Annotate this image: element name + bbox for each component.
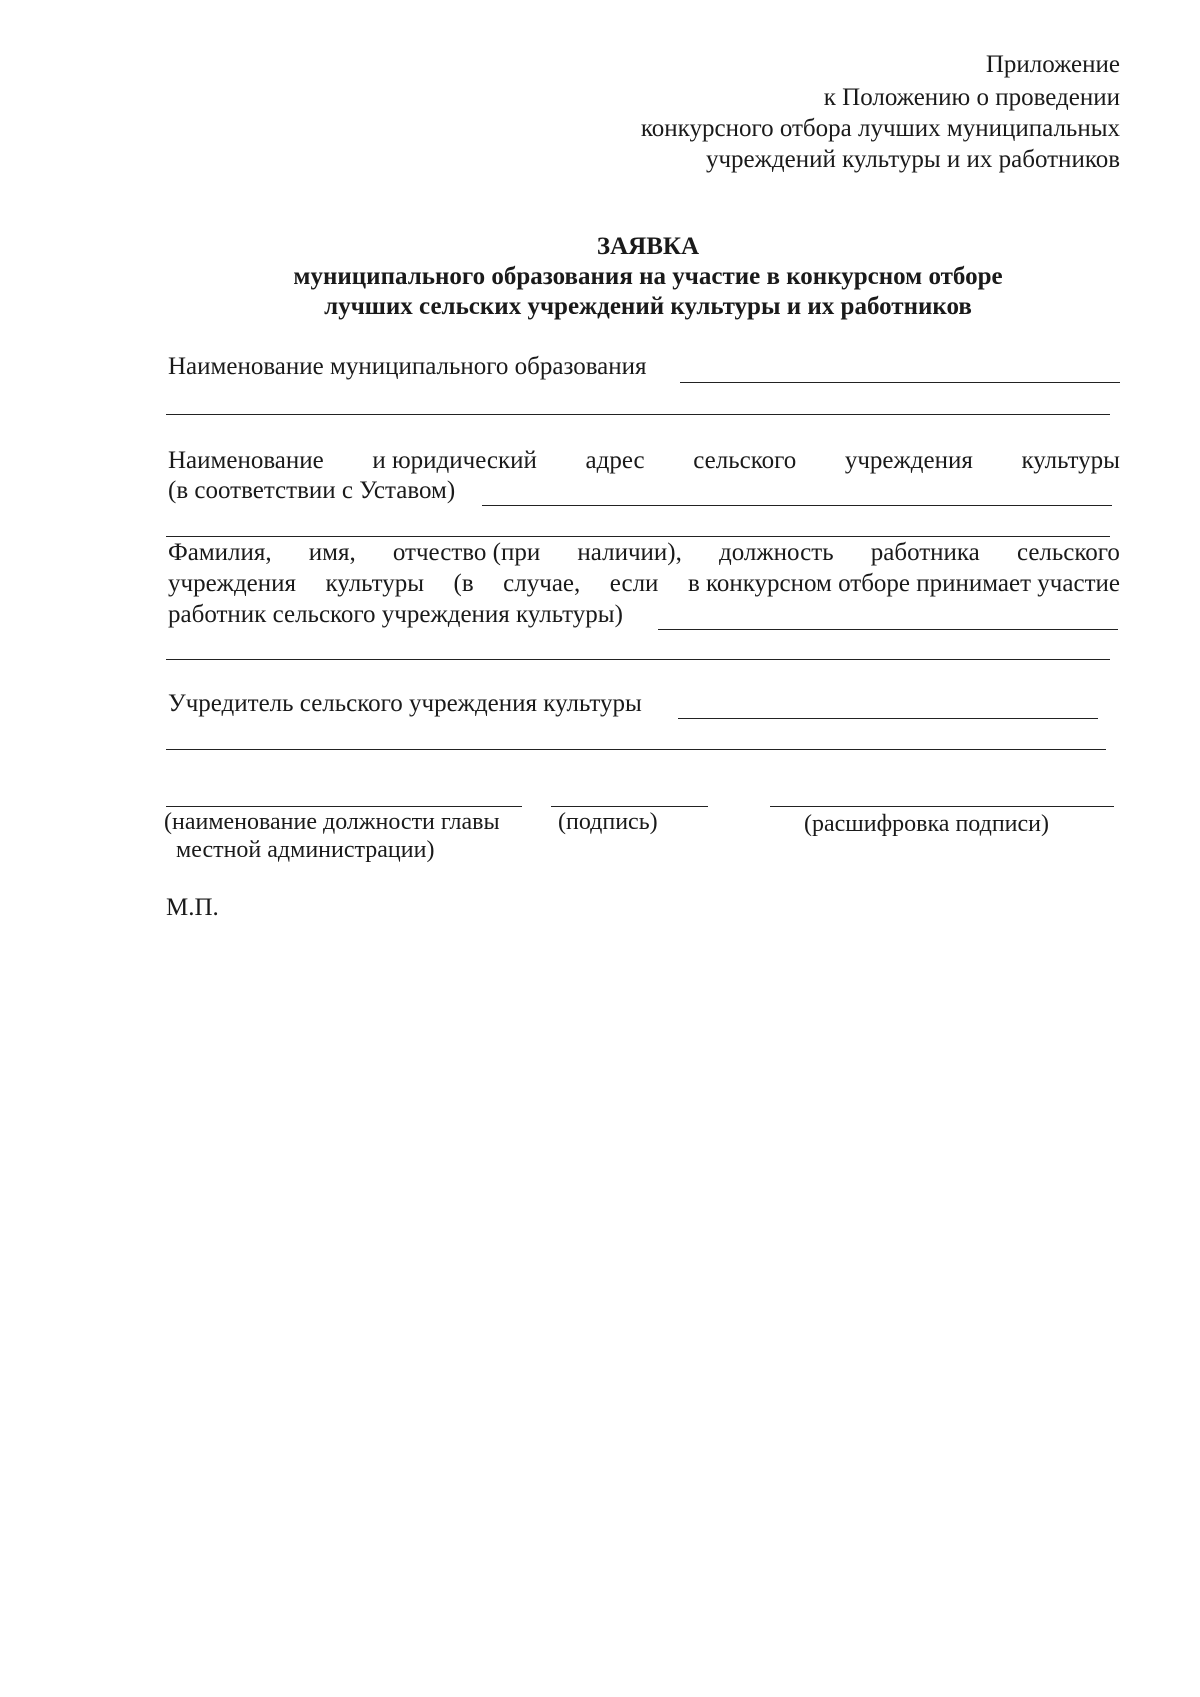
signature-line[interactable]	[551, 806, 708, 807]
document-subtitle-1: муниципального образования на участие в конкурсном отборе	[293, 263, 1003, 290]
employee-label-word: сельского	[1016, 539, 1120, 566]
employee-label-word: наличии),	[577, 539, 682, 566]
institution-label-word: Наименование	[168, 447, 324, 474]
employee-label-word: имя,	[308, 539, 356, 566]
institution-label-word: культуры	[1021, 447, 1120, 474]
appendix-line-2: к Положению о проведении	[823, 84, 1120, 111]
position-signature-line[interactable]	[166, 806, 522, 807]
stamp-place: М.П.	[166, 894, 219, 921]
institution-fill-line[interactable]	[482, 505, 1112, 506]
employee-label-word: (в	[453, 570, 474, 597]
institution-label-word: и юридический	[372, 447, 537, 474]
institution-fill-line-2[interactable]	[166, 536, 1110, 537]
appendix-line-1: Приложение	[985, 51, 1120, 78]
employee-label	[168, 538, 1120, 568]
founder-fill-line[interactable]	[678, 718, 1098, 719]
employee-label-word: отчество (при	[392, 539, 541, 566]
founder-label: Учредитель сельского учреждения культуры	[168, 690, 642, 717]
employee-fill-line-2[interactable]	[166, 659, 1110, 660]
founder-fill-line-2[interactable]	[166, 749, 1106, 750]
institution-label	[168, 446, 1120, 476]
signature-caption: (подпись)	[558, 809, 658, 835]
municipality-fill-line-2[interactable]	[166, 414, 1110, 415]
employee-label-word: должность	[719, 539, 834, 566]
position-caption-1: (наименование должности главы	[164, 809, 500, 835]
institution-label-line-2: (в соответствии с Уставом)	[168, 477, 456, 504]
employee-label-word: в конкурсном отборе принимает участие	[687, 570, 1120, 597]
employee-label-word: если	[609, 570, 659, 597]
decoding-caption: (расшифровка подписи)	[804, 811, 1049, 837]
signature-decoding-line[interactable]	[770, 806, 1114, 807]
employee-label-line-2	[168, 569, 1120, 599]
employee-label-word: работника	[870, 539, 980, 566]
employee-label-word: учреждения	[168, 570, 297, 597]
employee-label-word: Фамилия,	[168, 539, 272, 566]
appendix-line-3: конкурсного отбора лучших муниципальных	[640, 115, 1120, 142]
municipality-label: Наименование муниципального образования	[168, 353, 647, 380]
municipality-fill-line[interactable]	[680, 382, 1120, 383]
institution-label-word: адрес	[585, 447, 645, 474]
position-caption-2: местной администрации)	[176, 837, 435, 863]
institution-label-word: сельского	[693, 447, 797, 474]
employee-label-word: случае,	[503, 570, 581, 597]
document-title: ЗАЯВКА	[596, 233, 700, 260]
institution-label-word: учреждения	[844, 447, 973, 474]
document-subtitle-2: лучших сельских учреждений культуры и их работников	[324, 293, 972, 320]
employee-label-word: культуры	[325, 570, 425, 597]
appendix-line-4: учреждений культуры и их работников	[705, 146, 1120, 173]
employee-label-line-3: работник сельского учреждения культуры)	[168, 601, 623, 628]
employee-fill-line[interactable]	[658, 629, 1118, 630]
